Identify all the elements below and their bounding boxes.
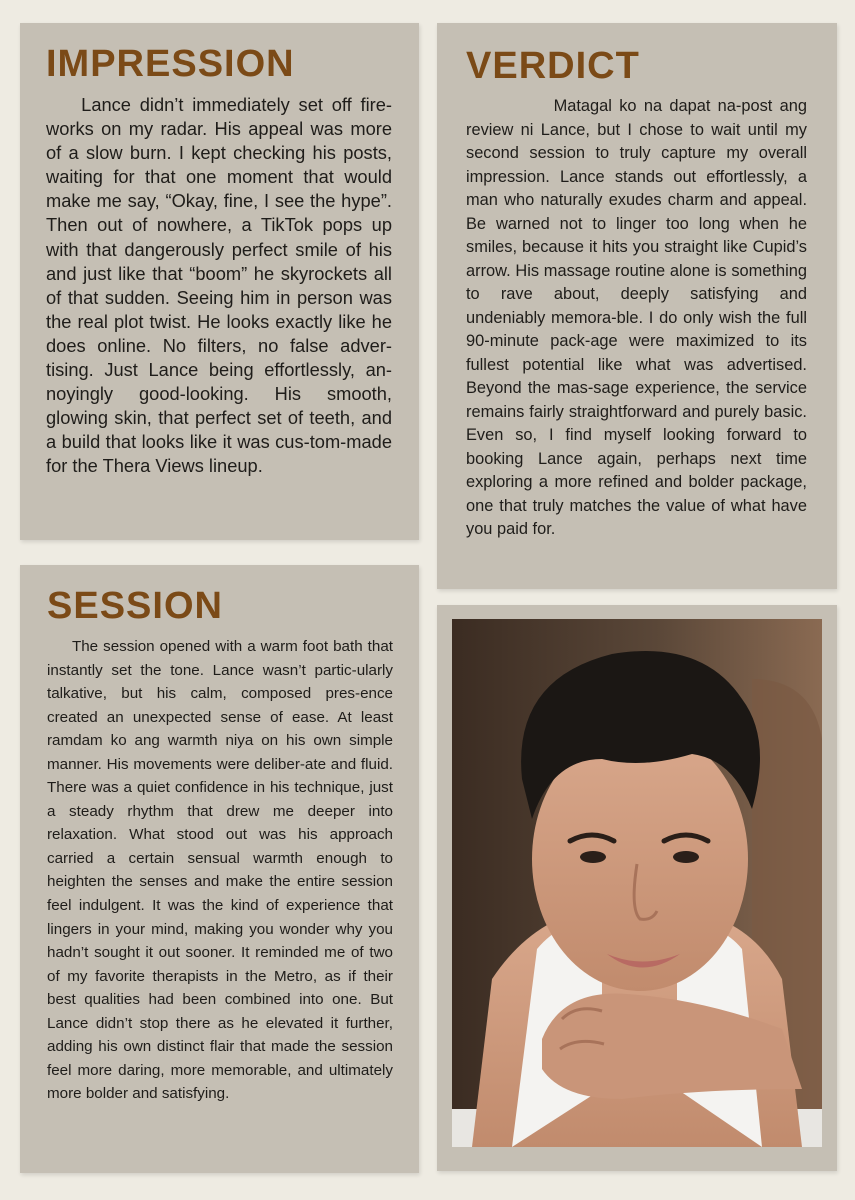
session-body: The session opened with a warm foot bath that instantly set the tone. Lance wasn’t partic-ularly talkative, but his calm, composed pres-ence created an unexpected sense of ease. At least ramdam ko ang warmth niya on his own simple manner. His movements were deliber-ate and fluid. There was a quiet confidence in his technique, just a steady rhythm that drew me deeper into relaxation. What stood out was his approach carried a certain sensual warmth enough to heighten the senses and make the entire session feel indulgent. It was the kind of experience that lingers in your mind, making you wonder why you hadn’t sought it out sooner. It reminded me of two of my favorite therapists in the Metro, as if their best qualities had been combined into one. But Lance didn’t stop there as he elevated it further, adding his own distinct flair that made the session feel more daring, more memorable, and ultimately more bolder and satisfying. (47, 638, 393, 1103)
session-heading: SESSION (47, 585, 223, 627)
verdict-body: Matagal ko na dapat na-post ang review ni Lance, but I chose to wait until my second session to truly capture my overall impression. Lance stands out effortlessly, a man who naturally exudes charm and appeal. Be warned not to linger too long when he smiles, because it hits you straight like Cupid’s arrow. His massage routine alone is something to rave about, deeply satisfying and undeniably memora-ble. I do only wish the full 90-minute pack-age were maximized to its fullest potential like what was advertised. Beyond the mas-sage experience, the service remains fairly straightforward and purely basic. Even so, I find myself looking forward to booking Lance again, perhaps next time exploring a more refined and bolder package, one that truly matches the value of what have you paid for. (466, 97, 807, 538)
impression-body: Lance didn’t immediately set off fire-works on my radar. His appeal was more of a slow burn. I kept checking his posts, waiting for that one moment that would make me say, “Okay, fine, I see the hype”. Then out of nowhere, a TikTok pops up with that dangerously perfect smile of his and just like that “boom” he skyrockets all of that sudden. Seeing him in person was the real plot twist. He looks exactly like he does online. No filters, no false adver-tising. Just Lance being effortlessly, an-noyingly good-looking. His smooth, glowing skin, that perfect set of teeth, and a build that looks like it was cus-tom-made for the Thera Views lineup. (46, 94, 392, 477)
verdict-panel (437, 23, 837, 589)
verdict-heading: VERDICT (466, 45, 640, 87)
impression-panel (20, 23, 419, 540)
session-panel (20, 565, 419, 1173)
portrait-illustration (452, 619, 822, 1147)
portrait-photo (452, 619, 822, 1147)
impression-heading: IMPRESSION (46, 43, 295, 85)
photo-panel (437, 605, 837, 1171)
